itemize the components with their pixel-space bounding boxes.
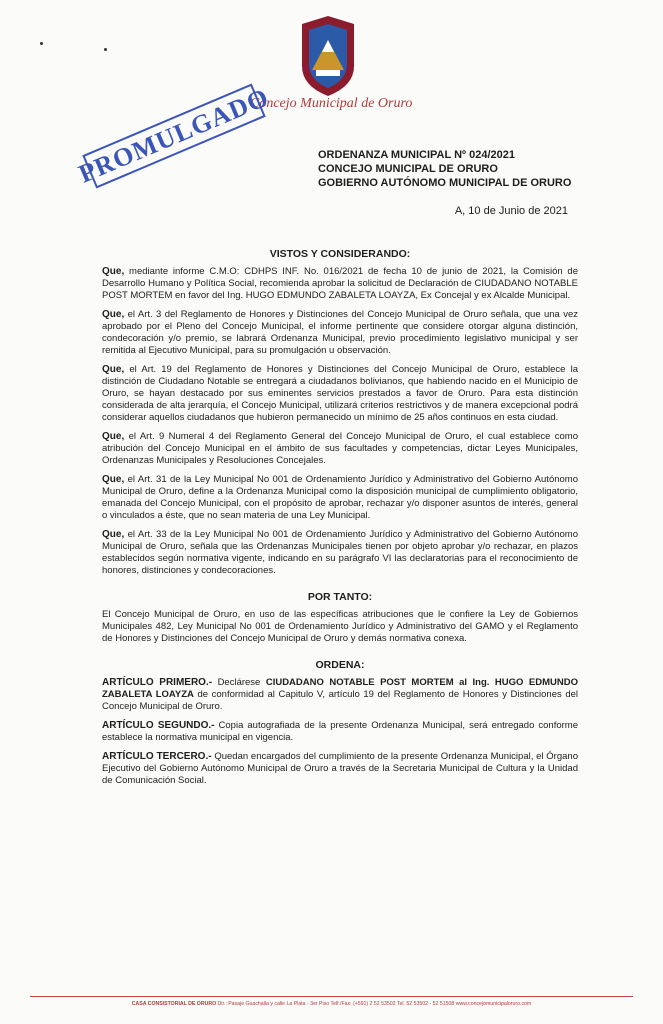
paragraph-text: mediante informe C.M.O: CDHPS INF. No. 016/2021 de fecha 10 de junio de 2021, la Comisión de Desarrollo Humano y Política Social, recomienda aprobar la solicitud de Declaración de CIUDADANO NOTABLE POST MORTEM en favor del Ing. HUGO EDMUNDO ZABALETA LOAYZA, Ex Concejal y ex Alcalde Municipal. bbox=[102, 266, 578, 301]
ordena-articles bbox=[102, 677, 578, 787]
document-date: A, 10 de Junio de 2021 bbox=[454, 205, 568, 217]
paragraph-lead: Que, bbox=[102, 309, 125, 320]
document-body bbox=[102, 248, 578, 794]
article-text: Copia autografiada de la presente Ordenanza Municipal, será entregado conforme establece la normativa municipal en vigencia. bbox=[102, 720, 578, 743]
article-text-end: de conformidad al Capitulo V, artículo 19 del Reglamento de Honores y Distinciones del Concejo Municipal de Oruro. bbox=[102, 689, 579, 712]
section-title-ordena: ORDENA: bbox=[315, 659, 365, 671]
article-text: Declárese bbox=[212, 677, 266, 688]
considerando-paragraph bbox=[102, 474, 578, 522]
paragraph-text: el Art. 33 de la Ley Municipal No 001 de Ordenamiento Jurídico y Administrativo del Gobierno Autónomo Municipal de Oruro, señala que las Ordenanzas Municipales tienen por objeto aprobar y/o rechazar, en plazos establecidos según normativa vigente, indicando en su parágrafo VI las declaratorias para el reconocimiento de honores, distinciones y condecoraciones. bbox=[102, 529, 578, 576]
paragraph-lead: Que, bbox=[102, 266, 125, 277]
paragraph-lead: Que, bbox=[102, 474, 125, 485]
government-name: GOBIERNO AUTÓNOMO MUNICIPAL DE ORURO bbox=[318, 177, 572, 189]
por-tanto-text: El Concejo Municipal de Oruro, en uso de las específicas atribuciones que le confiere la Ley de Gobiernos Municipales 482, Ley Municipal No 001 de Ordenamiento Jurídico y Administrativo del GAMO y el Reglamento de Honores y Distinciones del Concejo Municipal de Oruro y demás normativa conexa. bbox=[102, 609, 578, 644]
article-paragraph bbox=[102, 751, 578, 787]
council-name: CONCEJO MUNICIPAL DE ORURO bbox=[318, 163, 498, 175]
paragraph-text: el Art. 3 del Reglamento de Honores y Distinciones del Concejo Municipal de Oruro señala, que una vez aprobado por el Pleno del Concejo Municipal, el informe pertinente que considere otorgar alguna distinción, condecoración y/o premio, se labrará Ordenanza Municipal, previo procedimiento legislativo municipal y ser remitida al Ejecutivo Municipal, para su promulgación u observación. bbox=[102, 309, 578, 356]
considerando-paragraph bbox=[102, 266, 578, 302]
considerando-paragraph bbox=[102, 529, 578, 577]
vistos-paragraphs bbox=[102, 266, 578, 577]
signature-script: Concejo Municipal de Oruro bbox=[250, 96, 413, 111]
article-lead: ARTÍCULO PRIMERO.- bbox=[102, 677, 213, 688]
article-lead: ARTÍCULO SEGUNDO.- bbox=[102, 720, 215, 731]
footer-website: www.concejomunicipaloruro.com bbox=[455, 1001, 532, 1007]
considerando-paragraph bbox=[102, 431, 578, 467]
ordinance-number: ORDENANZA MUNICIPAL Nº 024/2021 bbox=[318, 149, 515, 161]
section-title-vistos: VISTOS Y CONSIDERANDO: bbox=[269, 248, 411, 260]
paragraph-text: el Art. 9 Numeral 4 del Reglamento General del Concejo Municipal de Oruro, el cual establece como atribución del Concejo Municipal en el ámbito de sus facultades y competencias, dictar Leyes Municipales, Ordenanzas Municipales y Resoluciones Concejales. bbox=[102, 431, 578, 466]
considerando-paragraph bbox=[102, 364, 578, 424]
paragraph-text: el Art. 19 del Reglamento de Honores y Distinciones del Concejo Municipal de Oruro, establece la distinción de Ciudadano Notable se entregará a ciudadanos bolivianos, que habiendo nacido en el Municipio de Oruro, se hayan destacado por sus eminentes servicios prestados a favor de Oruro. Para esta distinción considerada de alta jerarquía, el Concejo Municipal, utilizará criterios restrictivos y de manera excepcional podrá considerar aquellos ciudadanos que hubieron permanecido un mínimo de 25 años continuos en esta ciudad. bbox=[102, 364, 578, 423]
page-footer bbox=[30, 996, 633, 1007]
article-lead: ARTÍCULO TERCERO.- bbox=[102, 751, 212, 762]
paragraph-text: el Art. 31 de la Ley Municipal No 001 de Ordenamiento Jurídico y Administrativo del Gobierno Autónomo Municipal de Oruro, define a la Ordenanza Municipal como la disposición municipal de cumplimiento obligatorio, emanada del Concejo Municipal, con el propósito de aprobar, rechazar y/o disponer asuntos de interés, general o vinculados a éste, que no sean materia de una Ley Municipal. bbox=[102, 474, 578, 521]
article-bold-text: CIUDADANO NOTABLE POST MORTEM al Ing. HUGO EDMUNDO ZABALETA LOAYZA bbox=[102, 677, 578, 700]
section-title-por-tanto: POR TANTO: bbox=[307, 591, 373, 603]
footer-address: Dir.: Pasaje Guachalla y calle La Plata - 3er Piso Telf./Fax: (+591) 2 52 53502 Tel. 52 53502 - 52 51508 bbox=[216, 1001, 456, 1007]
document-header bbox=[318, 148, 571, 190]
article-text: Quedan encargados del cumplimiento de la presente Ordenanza Municipal, el Órgano Ejecutivo del Gobierno Autónomo Municipal de Oruro a través de la Secretaria Municipal de Cultura y la Unidad de Comunicación Social. bbox=[102, 751, 578, 786]
article-paragraph bbox=[102, 677, 578, 713]
municipal-seal-icon bbox=[296, 14, 360, 98]
scan-speck bbox=[40, 42, 43, 45]
paragraph-lead: Que, bbox=[102, 364, 125, 375]
paragraph-lead: Que, bbox=[102, 431, 125, 442]
paragraph-lead: Que, bbox=[102, 529, 125, 540]
considerando-paragraph bbox=[102, 309, 578, 357]
footer-label: CASA CONSISTORIAL DE ORURO bbox=[131, 1001, 217, 1007]
promulgado-stamp: PROMULGADO bbox=[74, 82, 274, 189]
article-paragraph bbox=[102, 720, 578, 744]
scan-speck bbox=[104, 48, 107, 51]
